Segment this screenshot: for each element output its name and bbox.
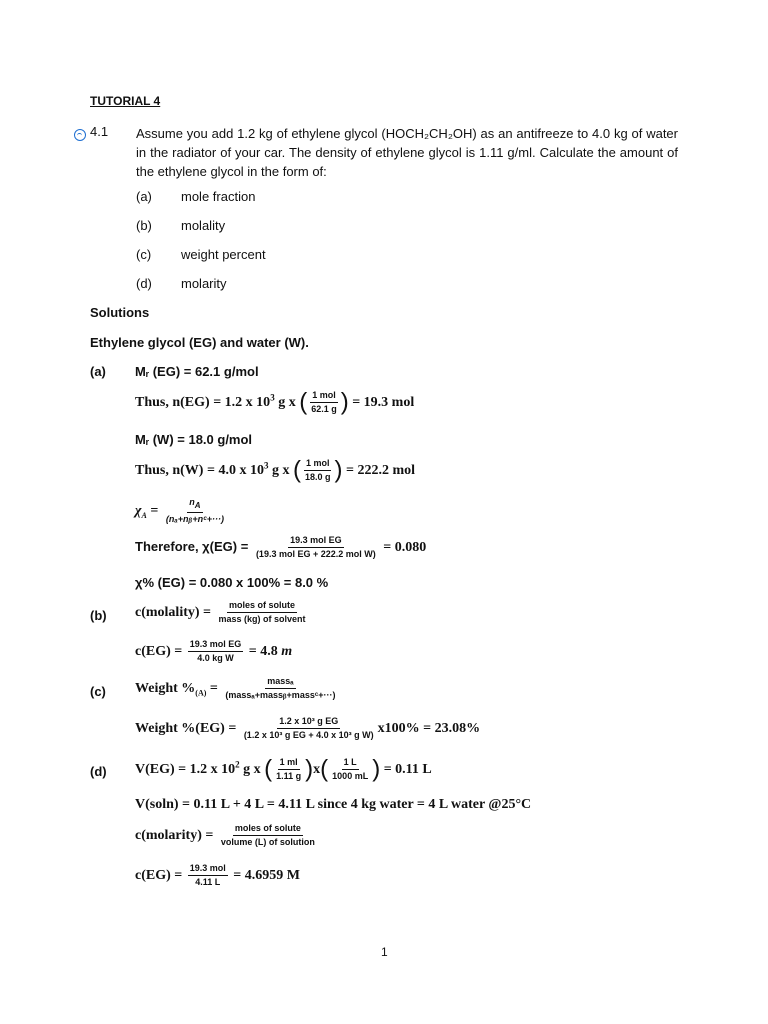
n-eg-equation: Thus, n(EG) = 1.2 x $10^3$ g x ( $\frac{\text{1 mol}}{62.1 g}$ ) = 19.3 mol [135,388,415,416]
ceg-molality-fraction-den: 4.0 kg W [197,653,234,663]
weight-percent-subscript: (A) [195,688,207,698]
page-number: 1 [381,945,388,959]
option-a-label: (a) [136,189,152,204]
therefore-fraction-den: (19.3 mol EG + 222.2 mol W) [255,549,376,559]
n-w-prefix: Thus, n(W) = 4.0 x 10 [135,462,264,478]
weight-eg-fraction-den: (1.2 x 10³ g EG + 4.0 x 10³ g W) [243,730,374,740]
n-eg-exponent: 3 [270,392,275,403]
ceg-molality-prefix: c(EG) = [135,643,186,659]
ceg-molarity-fraction-den: 4.11 L [195,877,221,887]
n-w-result: = 222.2 mol [342,462,415,478]
chi-fraction [164,497,226,525]
solutions-heading: Solutions [90,305,150,320]
n-w-fraction-den: 18.0 g [304,472,331,482]
n-w-fraction-num: 1 mol [304,458,332,471]
n-w-equation: Thus, n(W) = 4.0 x $10^3$ g x ( $\frac{\text{1 mol}}{18.0 g}$ ) = 222.2 mol [135,456,415,484]
option-d-text: molarity [181,276,227,291]
chi-num-subscript: A [194,500,201,510]
weight-eg-prefix: Weight %(EG) = [135,720,240,736]
therefore-result: = 0.080 [379,539,427,555]
ceg-molarity-equation [135,863,300,888]
question-number: 4.1 [90,124,109,139]
veg-exponent: 2 [235,759,240,770]
chi-equals: = [146,503,162,519]
weight-percent-prefix: Weight % [135,680,196,696]
ceg-molality-equation [135,639,292,664]
therefore-equation [135,535,426,560]
n-eg-prefix: Thus, n(EG) = 1.2 x 10 [135,394,271,410]
n-eg-result: = 19.3 mol [348,394,415,410]
weight-percent-fraction-num: massₐ [265,676,295,689]
therefore-prefix: Therefore, χ(EG) = [135,538,252,554]
veg-prefix: V(EG) = 1.2 x 10 [135,761,236,777]
page-title: TUTORIAL 4 [90,94,161,108]
weight-percent-fraction [223,676,337,701]
molality-fraction-den: mass (kg) of solvent [218,614,306,624]
part-b-label: (b) [90,608,107,623]
vsoln-line: V(soln) = 0.11 L + 4 L = 4.11 L since 4 kg water = 4 L water @25°C [135,797,532,812]
therefore-fraction [254,535,378,560]
weight-eg-result: x100% = 23.08% [377,720,481,736]
molarity-fraction [219,823,317,848]
veg-result: = 0.11 L [380,761,432,777]
option-b-label: (b) [136,218,152,233]
n-w-exponent: 3 [263,460,269,471]
chi-fraction-num [187,497,202,513]
chi-num-letter: n [189,497,195,507]
n-eg-unit: g x [274,394,300,410]
molarity-prefix: c(molarity) = [135,827,217,843]
ceg-molality-fraction-num: 19.3 mol EG [188,639,244,652]
n-w-fraction [303,458,333,483]
option-b-text: molality [181,218,226,233]
weight-percent-fraction-den: (massₐ+massᵦ+massᶜ+···) [225,690,336,700]
chi-definition [135,497,228,525]
weight-eg-equation [135,716,480,741]
weight-percent-equals: = [206,680,222,696]
ceg-molality-unit: m [281,643,293,659]
option-c-label: (c) [136,247,152,262]
therefore-fraction-num: 19.3 mol EG [288,535,344,548]
molality-definition [135,600,310,625]
mr-w-line: Mᵣ (W) = 18.0 g/mol [135,432,253,447]
mr-eg-line: Mᵣ (EG) = 62.1 g/mol [135,364,259,379]
n-eg-fraction-den: 62.1 g [311,404,337,414]
veg-fraction-1-den: 1.11 g [276,771,302,781]
chi-symbol: χ [135,503,142,519]
molality-fraction-num: moles of solute [227,600,297,613]
ceg-molarity-fraction-num: 19.3 mol [188,863,228,876]
part-a-label: (a) [90,364,106,379]
molarity-fraction-den: volume (L) of solution [220,837,315,847]
option-d-label: (d) [136,276,152,291]
weight-percent-definition [135,676,340,701]
weight-eg-fraction [242,716,376,741]
part-c-label: (c) [90,684,106,699]
veg-fraction-1 [274,757,303,782]
molarity-fraction-num: moles of solute [233,823,303,836]
veg-fraction-2-num: 1 L [342,757,359,770]
ceg-molarity-result: = 4.6959 M [229,867,300,883]
molality-fraction [217,600,308,625]
circle-chevron-icon[interactable] [74,129,86,141]
n-eg-fraction-num: 1 mol [310,390,338,403]
veg-unit: g x [239,761,265,777]
ceg-molality-result: = 4.8 [245,643,282,659]
ceg-molarity-prefix: c(EG) = [135,867,186,883]
veg-times: x [313,761,321,777]
chi-percent-line: χ% (EG) = 0.080 x 100% = 8.0 % [135,575,329,590]
chi-subscript: A [141,510,147,520]
part-d-label: (d) [90,764,107,779]
veg-fraction-1-num: 1 ml [278,757,300,770]
veg-fraction-2-den: 1000 mL [332,771,369,781]
n-eg-fraction [309,390,339,415]
ceg-molarity-fraction [188,863,228,888]
molality-prefix: c(molality) = [135,604,215,620]
ceg-molality-fraction [188,639,244,664]
option-c-text: weight percent [181,247,266,262]
veg-fraction-2 [330,757,370,782]
molarity-definition [135,823,319,848]
question-text: Assume you add 1.2 kg of ethylene glycol (HOCH₂CH₂OH) as an antifreeze to 4.0 kg of water in the radiator of your car. The density of ethylene glycol is 1.11 g/ml. Calculate the amount of the ethylene glycol in the form of: [136,126,678,179]
veg-equation: V(EG) = 1.2 x $10^2$ g x ( $\frac{1 ml}{1.11 g}$ )x( $\frac{1 L}{1000 mL}$ ) = 0.11 L [135,755,432,783]
chi-fraction-den: (nₐ+nᵦ+nᶜ+···) [165,513,225,524]
solutions-intro: Ethylene glycol (EG) and water (W). [90,335,309,350]
weight-eg-fraction-num: 1.2 x 10³ g EG [277,716,340,729]
n-w-unit: g x [268,462,293,478]
option-a-text: mole fraction [181,189,256,204]
